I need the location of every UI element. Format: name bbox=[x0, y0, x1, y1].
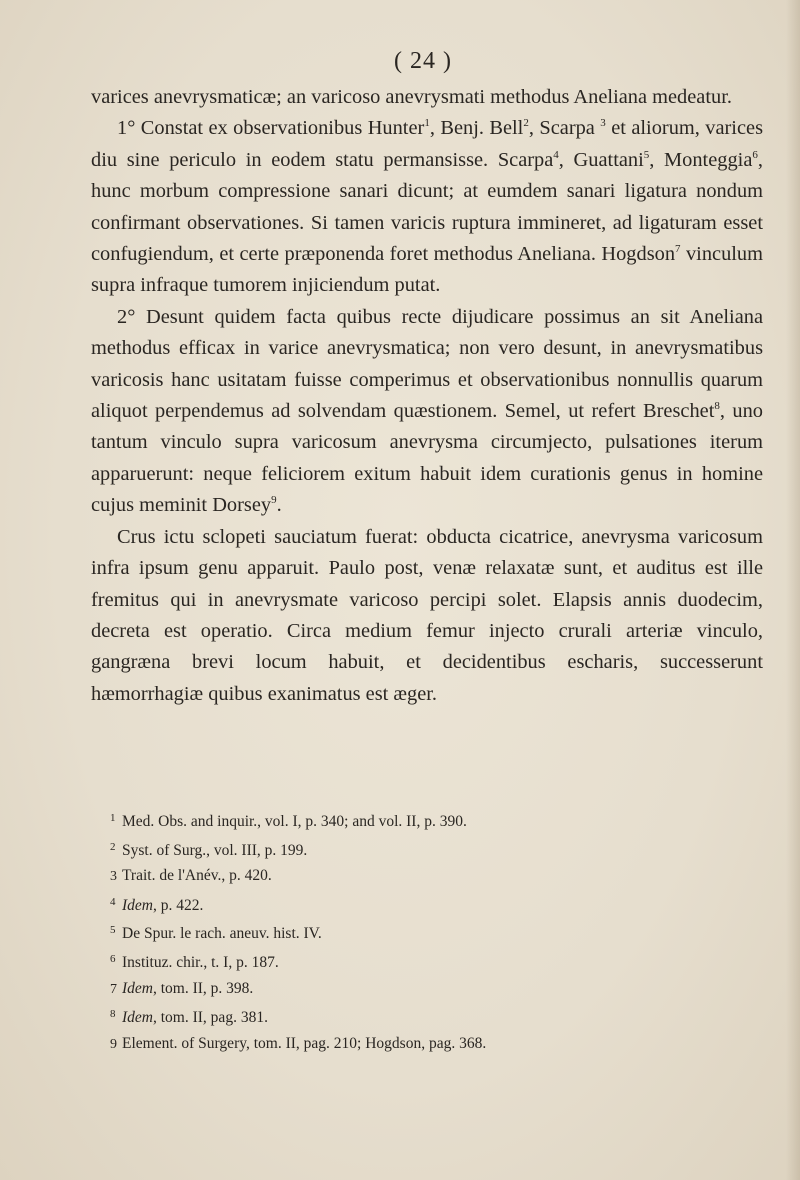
footnote-text: Idem bbox=[122, 896, 153, 914]
footnote bbox=[110, 1002, 710, 1031]
footnote-marker: 7 bbox=[110, 981, 117, 997]
footnote-reference: 2 bbox=[523, 117, 529, 130]
footnote bbox=[110, 863, 710, 890]
footnote bbox=[110, 835, 710, 864]
footnote bbox=[110, 918, 710, 947]
paragraph bbox=[91, 522, 763, 710]
footnote-text: Med. Obs. and inquir., vol. I, p. 340; and vol. II, p. 390. bbox=[122, 813, 467, 830]
text-run: , Guattani bbox=[558, 148, 644, 171]
text-run: , Monteggia bbox=[649, 148, 753, 171]
footnote-reference: 7 bbox=[675, 243, 681, 256]
footnote-marker: 4 bbox=[110, 895, 116, 908]
text-run: , uno tantum vinculo supra varicosum anevrysma circumjecto, pulsationes iterum apparuerunt: neque feliciorem exitum habuit idem curationis genus in homine cujus meminit Dorsey bbox=[91, 400, 763, 517]
footnote bbox=[110, 890, 710, 919]
footnote-reference: 9 bbox=[271, 494, 277, 507]
footnote bbox=[110, 1031, 710, 1058]
footnote bbox=[110, 947, 710, 976]
footnote-text: Idem bbox=[122, 1009, 153, 1027]
text-run: , Scarpa bbox=[528, 117, 601, 140]
text-run: 1° Constat ex observationibus Hunter bbox=[117, 117, 425, 140]
footnote-text: , p. 422. bbox=[153, 896, 204, 914]
page-number: ( 24 ) bbox=[394, 48, 452, 74]
footnote-marker: 3 bbox=[110, 869, 117, 885]
footnote-reference: 4 bbox=[553, 148, 559, 161]
text-run: varices anevrysmaticæ; an varicoso anevrysmati methodus Aneliana medeatur. bbox=[91, 86, 732, 108]
text-run: Crus ictu sclopeti sauciatum fuerat: obducta cicatrice, anevrysma varicosum infra ipsum genu apparuit. Paulo post, venæ relaxatæ sunt, et auditus est ille fremitus qui in anevrysmate varicoso percipi solet. Elapsis annis duodecim, decreta est operatio. Circa medium femur injecto crurali arteriæ vinculo, gangræna brevi locum habuit, et decidentibus escharis, successerunt hæmorrhagiæ quibus exanimatus est æger. bbox=[91, 525, 763, 705]
page-edge-shadow bbox=[786, 0, 800, 1180]
footnote-text: Instituz. chir., t. I, p. 187. bbox=[122, 953, 279, 971]
body-text bbox=[91, 82, 763, 710]
footnote-text: , tom. II, pag. 381. bbox=[153, 1009, 268, 1027]
footnotes bbox=[110, 806, 710, 1057]
text-run: vinculum supra infraque tumorem injiciendum putat. bbox=[91, 243, 763, 297]
footnote-marker: 6 bbox=[110, 952, 116, 965]
footnote-reference: 1 bbox=[424, 117, 430, 130]
footnote-text: Idem bbox=[122, 979, 153, 997]
footnote-text: De Spur. le rach. aneuv. hist. IV. bbox=[122, 925, 322, 943]
text-run: et aliorum, varices diu sine periculo in eodem statu permansisse. Scarpa bbox=[91, 117, 764, 171]
footnote-marker: 9 bbox=[110, 1036, 117, 1052]
footnote-reference: 5 bbox=[643, 148, 650, 161]
footnote-marker: 5 bbox=[110, 924, 116, 937]
footnote-marker: 2 bbox=[110, 840, 116, 853]
footnote bbox=[110, 806, 710, 835]
footnote-marker: 1 bbox=[110, 812, 116, 824]
text-run: , Benj. Bell bbox=[429, 117, 524, 140]
footnote-text: Trait. de l'Anév., p. 420. bbox=[122, 867, 272, 885]
paragraph bbox=[91, 302, 763, 522]
paragraph bbox=[91, 113, 763, 301]
footnote-reference: 3 bbox=[600, 117, 606, 130]
footnote-text: Element. of Surgery, tom. II, pag. 210; Hogdson, pag. 368. bbox=[122, 1034, 487, 1052]
footnote-marker: 8 bbox=[110, 1008, 116, 1021]
text-run: 2° Desunt quidem facta quibus recte dijudicare possimus an sit Aneliana methodus efficax in varice anevrysmatica; non vero desunt, in anevrysmatibus varicosis hanc usitatam fuisse comperimus et observationibus nonnullis quarum aliquot perpendemus ad solvendam quæstionem. Semel, ut refert Breschet bbox=[91, 305, 763, 423]
text-run: , hunc morbum compressione sanari dicunt; at eumdem sanari ligatura nondum confirmant observationes. Si tamen varicis ruptura immineret, ad ligaturam esset confugiendum, et certe præponenda foret methodus Aneliana. Hogdson bbox=[91, 148, 763, 266]
footnote bbox=[110, 976, 710, 1003]
paragraph bbox=[91, 82, 763, 113]
footnote-text: Syst. of Surg., vol. III, p. 199. bbox=[122, 841, 308, 859]
footnote-reference: 8 bbox=[714, 400, 720, 413]
footnote-reference: 6 bbox=[752, 148, 758, 161]
text-run: . bbox=[276, 494, 282, 517]
footnote-text: , tom. II, p. 398. bbox=[153, 979, 254, 997]
